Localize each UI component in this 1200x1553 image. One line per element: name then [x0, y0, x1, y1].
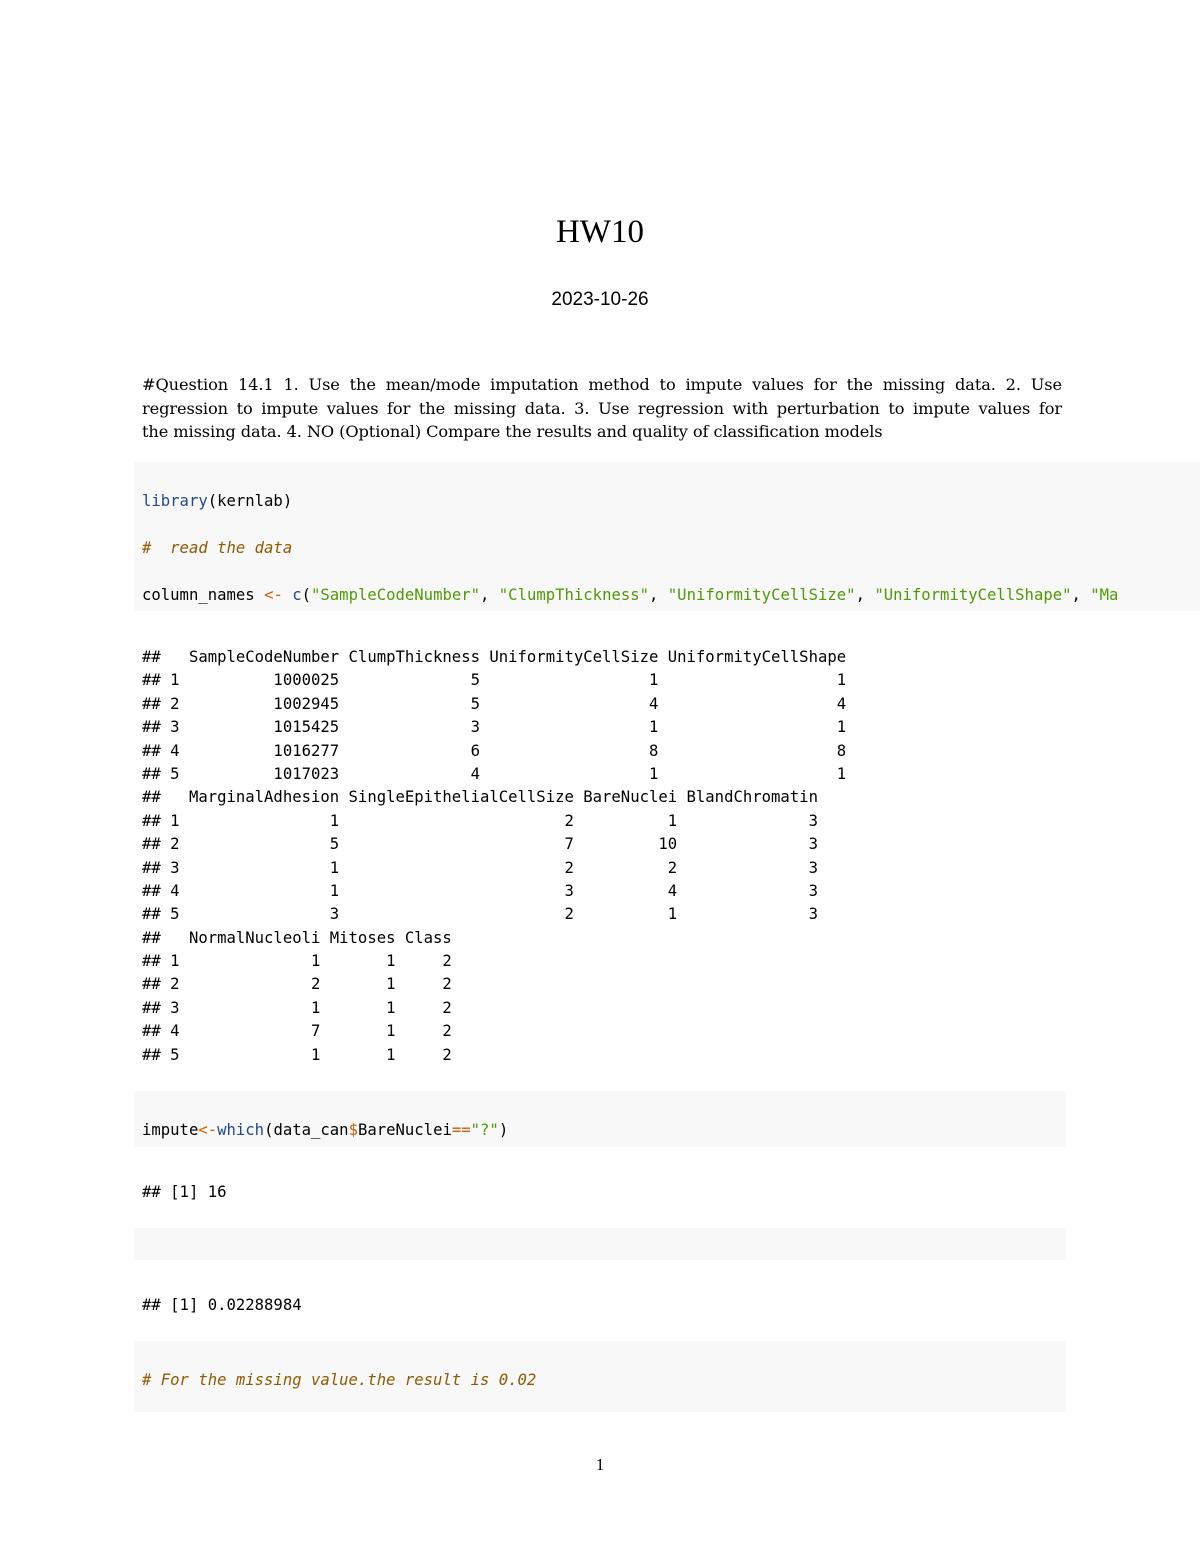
output-line: ## 5 3 2 1 3 [142, 905, 818, 924]
output-line: ## 4 1016277 6 8 8 [142, 741, 847, 760]
output-line: ## SampleCodeNumber ClumpThickness UniformityCellSize UniformityCellShape [142, 648, 847, 666]
output-line: ## 5 1017023 4 1 1 [142, 764, 847, 783]
question-line: the missing data. 4. NO (Optional) Compare the results and quality of classification models [142, 422, 883, 441]
output-line: ## 4 7 1 2 [142, 1022, 452, 1041]
output-head-table [142, 646, 846, 1067]
output-line: ## 3 1015425 3 1 1 [142, 718, 847, 737]
code-line: impute<-which(data_can$BareNuclei=="?") [142, 1121, 509, 1140]
page-number: 1 [595, 1455, 605, 1474]
output-line: ## 2 2 1 2 [142, 975, 452, 994]
output-line: ## 3 1 1 2 [142, 998, 452, 1017]
code-line: # For the missing value.the result is 0.02 [142, 1371, 537, 1390]
output-length [142, 1181, 227, 1204]
question-line: regression to impute values for the missing data. 3. Use regression with perturbation to impute values for [142, 398, 1062, 418]
output-line: ## 2 1002945 5 4 4 [142, 694, 847, 713]
output-line: ## [1] 16 [142, 1183, 227, 1201]
question-line: #Question 14.1 1. Use the mean/mode imputation method to impute values for the missing data. 2. Use [142, 375, 1062, 394]
output-line: ## 1 1 1 2 [142, 952, 452, 971]
output-line: ## 1 1000025 5 1 1 [142, 671, 847, 690]
output-line: ## 2 5 7 10 3 [142, 835, 818, 854]
output-line: ## [1] 0.02288984 [142, 1296, 302, 1314]
output-line: ## 3 1 2 2 3 [142, 858, 818, 877]
output-line: ## 1 1 2 1 3 [142, 811, 818, 830]
code-chunk-load-data [134, 462, 1200, 611]
question-paragraph [142, 373, 1062, 444]
document-date: 2023-10-26 [551, 289, 649, 310]
output-line: ## MarginalAdhesion SingleEpithelialCellSize BareNuclei BlandChromatin [142, 788, 818, 807]
code-chunk-impute [134, 1091, 1066, 1147]
output-line: ## NormalNucleoli Mitoses Class [142, 928, 452, 947]
code-chunk-comment [134, 1341, 1066, 1412]
code-line [142, 1256, 1066, 1260]
document-title: HW10 [556, 214, 644, 250]
output-ratio [142, 1294, 302, 1317]
output-line: ## 4 1 3 4 3 [142, 881, 818, 900]
code-line: library(kernlab) [142, 492, 293, 511]
output-line: ## 5 1 1 2 [142, 1045, 452, 1064]
code-line: # read the data [142, 539, 293, 558]
code-line: column_names <- c("SampleCodeNumber", "ClumpThickness", "UniformityCellSize", "UniformityCellShape", "Ma [142, 586, 1119, 604]
code-chunk-ratio [134, 1228, 1066, 1260]
